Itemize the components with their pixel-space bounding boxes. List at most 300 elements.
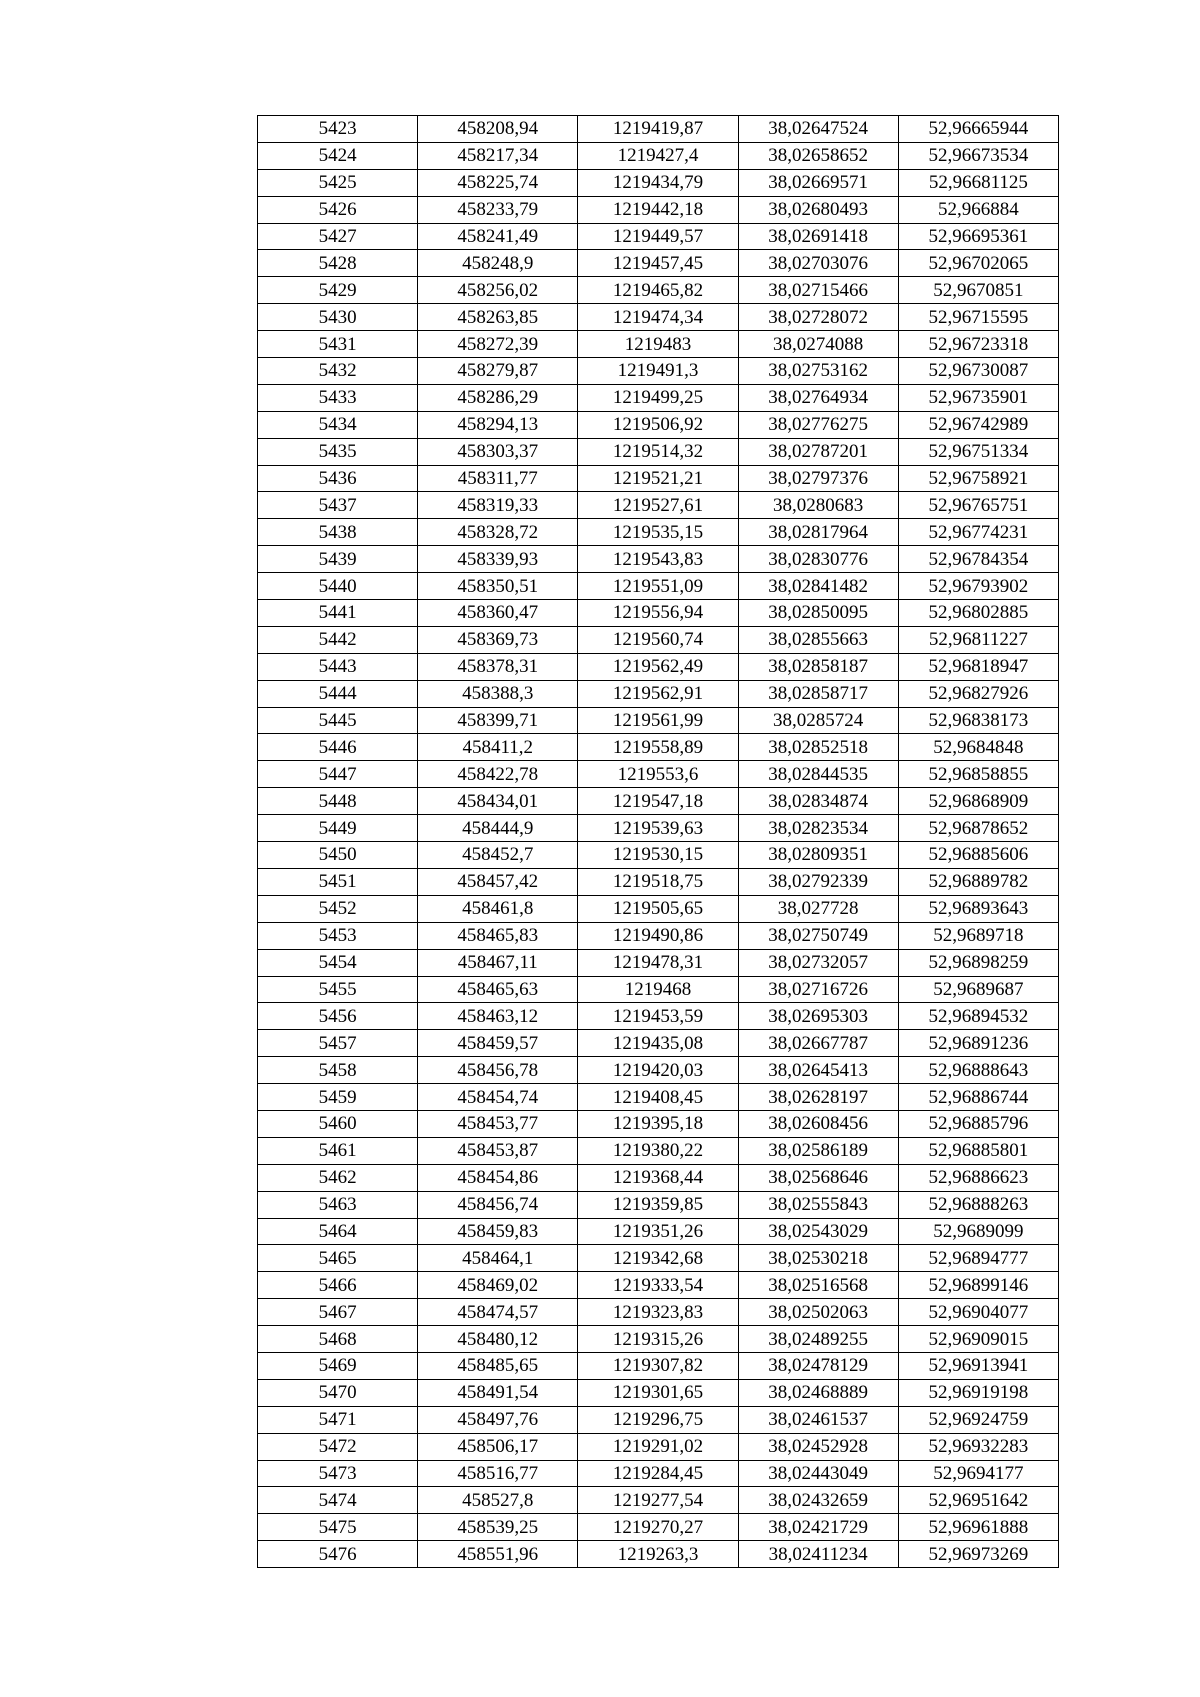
latitude-cell: 52,96681125 [898,169,1058,196]
x-coordinate-cell: 458444,9 [418,815,578,842]
longitude-cell: 38,02732057 [738,949,898,976]
point-number-cell: 5433 [258,384,418,411]
table-row [258,358,1059,385]
latitude-cell: 52,96899146 [898,1272,1058,1299]
y-coordinate-cell: 1219553,6 [578,761,738,788]
longitude-cell: 38,02823534 [738,815,898,842]
x-coordinate-cell: 458551,96 [418,1541,578,1568]
longitude-cell: 38,02691418 [738,223,898,250]
table-row [258,1137,1059,1164]
latitude-cell: 52,96827926 [898,680,1058,707]
y-coordinate-cell: 1219307,82 [578,1352,738,1379]
latitude-cell: 52,96886744 [898,1084,1058,1111]
y-coordinate-cell: 1219556,94 [578,600,738,627]
longitude-cell: 38,02647524 [738,116,898,143]
point-number-cell: 5451 [258,868,418,895]
table-row [258,1003,1059,1030]
y-coordinate-cell: 1219453,59 [578,1003,738,1030]
x-coordinate-cell: 458217,34 [418,142,578,169]
table-row [258,1299,1059,1326]
latitude-cell: 52,96774231 [898,519,1058,546]
latitude-cell: 52,96742989 [898,411,1058,438]
point-number-cell: 5443 [258,653,418,680]
point-number-cell: 5426 [258,196,418,223]
longitude-cell: 38,02608456 [738,1110,898,1137]
point-number-cell: 5441 [258,600,418,627]
latitude-cell: 52,96673534 [898,142,1058,169]
latitude-cell: 52,96818947 [898,653,1058,680]
latitude-cell: 52,96793902 [898,573,1058,600]
longitude-cell: 38,02502063 [738,1299,898,1326]
x-coordinate-cell: 458516,77 [418,1460,578,1487]
table-row [258,1057,1059,1084]
longitude-cell: 38,02834874 [738,788,898,815]
y-coordinate-cell: 1219351,26 [578,1218,738,1245]
longitude-cell: 38,02555843 [738,1191,898,1218]
table-row [258,1326,1059,1353]
y-coordinate-cell: 1219518,75 [578,868,738,895]
y-coordinate-cell: 1219315,26 [578,1326,738,1353]
x-coordinate-cell: 458474,57 [418,1299,578,1326]
table-row [258,1084,1059,1111]
y-coordinate-cell: 1219284,45 [578,1460,738,1487]
longitude-cell: 38,02586189 [738,1137,898,1164]
latitude-cell: 52,9689718 [898,922,1058,949]
x-coordinate-cell: 458369,73 [418,626,578,653]
point-number-cell: 5472 [258,1433,418,1460]
latitude-cell: 52,96924759 [898,1406,1058,1433]
latitude-cell: 52,96961888 [898,1514,1058,1541]
longitude-cell: 38,02850095 [738,600,898,627]
table-row [258,411,1059,438]
x-coordinate-cell: 458506,17 [418,1433,578,1460]
latitude-cell: 52,96765751 [898,492,1058,519]
latitude-cell: 52,96695361 [898,223,1058,250]
x-coordinate-cell: 458328,72 [418,519,578,546]
table-row [258,1514,1059,1541]
point-number-cell: 5448 [258,788,418,815]
x-coordinate-cell: 458294,13 [418,411,578,438]
y-coordinate-cell: 1219434,79 [578,169,738,196]
latitude-cell: 52,96891236 [898,1030,1058,1057]
x-coordinate-cell: 458480,12 [418,1326,578,1353]
x-coordinate-cell: 458225,74 [418,169,578,196]
table-row [258,250,1059,277]
table-row [258,438,1059,465]
x-coordinate-cell: 458272,39 [418,331,578,358]
latitude-cell: 52,96913941 [898,1352,1058,1379]
point-number-cell: 5453 [258,922,418,949]
longitude-cell: 38,02568646 [738,1164,898,1191]
point-number-cell: 5473 [258,1460,418,1487]
point-number-cell: 5423 [258,116,418,143]
table-row [258,680,1059,707]
longitude-cell: 38,02830776 [738,546,898,573]
x-coordinate-cell: 458339,93 [418,546,578,573]
longitude-cell: 38,02411234 [738,1541,898,1568]
x-coordinate-cell: 458539,25 [418,1514,578,1541]
table-row [258,304,1059,331]
x-coordinate-cell: 458454,74 [418,1084,578,1111]
x-coordinate-cell: 458485,65 [418,1352,578,1379]
y-coordinate-cell: 1219291,02 [578,1433,738,1460]
latitude-cell: 52,9689687 [898,976,1058,1003]
point-number-cell: 5467 [258,1299,418,1326]
x-coordinate-cell: 458279,87 [418,358,578,385]
latitude-cell: 52,96909015 [898,1326,1058,1353]
table-row [258,600,1059,627]
point-number-cell: 5427 [258,223,418,250]
longitude-cell: 38,02461537 [738,1406,898,1433]
y-coordinate-cell: 1219323,83 [578,1299,738,1326]
table-row [258,1433,1059,1460]
x-coordinate-cell: 458459,83 [418,1218,578,1245]
table-row [258,1218,1059,1245]
table-row [258,1406,1059,1433]
x-coordinate-cell: 458467,11 [418,949,578,976]
point-number-cell: 5452 [258,895,418,922]
table-row [258,573,1059,600]
x-coordinate-cell: 458456,78 [418,1057,578,1084]
table-row [258,842,1059,869]
table-row [258,1191,1059,1218]
x-coordinate-cell: 458248,9 [418,250,578,277]
point-number-cell: 5460 [258,1110,418,1137]
point-number-cell: 5430 [258,304,418,331]
latitude-cell: 52,96973269 [898,1541,1058,1568]
longitude-cell: 38,02658652 [738,142,898,169]
point-number-cell: 5429 [258,277,418,304]
longitude-cell: 38,02844535 [738,761,898,788]
y-coordinate-cell: 1219359,85 [578,1191,738,1218]
point-number-cell: 5463 [258,1191,418,1218]
longitude-cell: 38,02764934 [738,384,898,411]
latitude-cell: 52,96838173 [898,707,1058,734]
y-coordinate-cell: 1219505,65 [578,895,738,922]
latitude-cell: 52,9694177 [898,1460,1058,1487]
y-coordinate-cell: 1219427,4 [578,142,738,169]
y-coordinate-cell: 1219499,25 [578,384,738,411]
x-coordinate-cell: 458469,02 [418,1272,578,1299]
longitude-cell: 38,02669571 [738,169,898,196]
x-coordinate-cell: 458286,29 [418,384,578,411]
y-coordinate-cell: 1219562,49 [578,653,738,680]
coordinates-table-body [258,116,1059,1568]
y-coordinate-cell: 1219342,68 [578,1245,738,1272]
latitude-cell: 52,96735901 [898,384,1058,411]
longitude-cell: 38,027728 [738,895,898,922]
x-coordinate-cell: 458256,02 [418,277,578,304]
longitude-cell: 38,02855663 [738,626,898,653]
x-coordinate-cell: 458463,12 [418,1003,578,1030]
table-row [258,519,1059,546]
point-number-cell: 5465 [258,1245,418,1272]
point-number-cell: 5424 [258,142,418,169]
latitude-cell: 52,96893643 [898,895,1058,922]
point-number-cell: 5464 [258,1218,418,1245]
longitude-cell: 38,02489255 [738,1326,898,1353]
point-number-cell: 5436 [258,465,418,492]
longitude-cell: 38,02716726 [738,976,898,1003]
longitude-cell: 38,02809351 [738,842,898,869]
x-coordinate-cell: 458434,01 [418,788,578,815]
x-coordinate-cell: 458319,33 [418,492,578,519]
x-coordinate-cell: 458311,77 [418,465,578,492]
point-number-cell: 5446 [258,734,418,761]
latitude-cell: 52,96723318 [898,331,1058,358]
latitude-cell: 52,96889782 [898,868,1058,895]
latitude-cell: 52,96715595 [898,304,1058,331]
y-coordinate-cell: 1219547,18 [578,788,738,815]
y-coordinate-cell: 1219539,63 [578,815,738,842]
point-number-cell: 5475 [258,1514,418,1541]
point-number-cell: 5439 [258,546,418,573]
latitude-cell: 52,96878652 [898,815,1058,842]
point-number-cell: 5454 [258,949,418,976]
y-coordinate-cell: 1219560,74 [578,626,738,653]
table-row [258,815,1059,842]
table-row [258,653,1059,680]
longitude-cell: 38,02695303 [738,1003,898,1030]
y-coordinate-cell: 1219457,45 [578,250,738,277]
table-row [258,868,1059,895]
y-coordinate-cell: 1219465,82 [578,277,738,304]
latitude-cell: 52,9670851 [898,277,1058,304]
longitude-cell: 38,02858187 [738,653,898,680]
y-coordinate-cell: 1219558,89 [578,734,738,761]
table-row [258,1030,1059,1057]
latitude-cell: 52,96885606 [898,842,1058,869]
longitude-cell: 38,02787201 [738,438,898,465]
table-row [258,546,1059,573]
latitude-cell: 52,96888263 [898,1191,1058,1218]
longitude-cell: 38,02776275 [738,411,898,438]
y-coordinate-cell: 1219521,21 [578,465,738,492]
table-row [258,1460,1059,1487]
table-row [258,277,1059,304]
table-row [258,788,1059,815]
point-number-cell: 5456 [258,1003,418,1030]
longitude-cell: 38,02792339 [738,868,898,895]
point-number-cell: 5470 [258,1379,418,1406]
y-coordinate-cell: 1219527,61 [578,492,738,519]
longitude-cell: 38,02432659 [738,1487,898,1514]
x-coordinate-cell: 458263,85 [418,304,578,331]
latitude-cell: 52,96904077 [898,1299,1058,1326]
table-row [258,384,1059,411]
longitude-cell: 38,02468889 [738,1379,898,1406]
point-number-cell: 5459 [258,1084,418,1111]
latitude-cell: 52,96751334 [898,438,1058,465]
x-coordinate-cell: 458465,83 [418,922,578,949]
point-number-cell: 5444 [258,680,418,707]
y-coordinate-cell: 1219263,3 [578,1541,738,1568]
longitude-cell: 38,02478129 [738,1352,898,1379]
y-coordinate-cell: 1219442,18 [578,196,738,223]
y-coordinate-cell: 1219562,91 [578,680,738,707]
point-number-cell: 5445 [258,707,418,734]
longitude-cell: 38,02852518 [738,734,898,761]
point-number-cell: 5474 [258,1487,418,1514]
latitude-cell: 52,96811227 [898,626,1058,653]
y-coordinate-cell: 1219543,83 [578,546,738,573]
table-row [258,116,1059,143]
latitude-cell: 52,96898259 [898,949,1058,976]
table-row [258,1352,1059,1379]
longitude-cell: 38,02530218 [738,1245,898,1272]
table-row [258,895,1059,922]
latitude-cell: 52,96885796 [898,1110,1058,1137]
point-number-cell: 5455 [258,976,418,1003]
table-row [258,169,1059,196]
point-number-cell: 5437 [258,492,418,519]
x-coordinate-cell: 458360,47 [418,600,578,627]
point-number-cell: 5449 [258,815,418,842]
y-coordinate-cell: 1219491,3 [578,358,738,385]
point-number-cell: 5447 [258,761,418,788]
table-row [258,142,1059,169]
table-row [258,922,1059,949]
x-coordinate-cell: 458464,1 [418,1245,578,1272]
x-coordinate-cell: 458457,42 [418,868,578,895]
longitude-cell: 38,02750749 [738,922,898,949]
point-number-cell: 5442 [258,626,418,653]
latitude-cell: 52,96802885 [898,600,1058,627]
coordinates-table [257,115,1059,1568]
latitude-cell: 52,96894532 [898,1003,1058,1030]
point-number-cell: 5468 [258,1326,418,1353]
latitude-cell: 52,96702065 [898,250,1058,277]
latitude-cell: 52,96894777 [898,1245,1058,1272]
longitude-cell: 38,02753162 [738,358,898,385]
table-row [258,1379,1059,1406]
point-number-cell: 5434 [258,411,418,438]
longitude-cell: 38,02667787 [738,1030,898,1057]
point-number-cell: 5471 [258,1406,418,1433]
x-coordinate-cell: 458453,77 [418,1110,578,1137]
table-row [258,1541,1059,1568]
point-number-cell: 5432 [258,358,418,385]
latitude-cell: 52,96886623 [898,1164,1058,1191]
longitude-cell: 38,02797376 [738,465,898,492]
y-coordinate-cell: 1219490,86 [578,922,738,949]
longitude-cell: 38,02841482 [738,573,898,600]
x-coordinate-cell: 458378,31 [418,653,578,680]
y-coordinate-cell: 1219561,99 [578,707,738,734]
longitude-cell: 38,02817964 [738,519,898,546]
x-coordinate-cell: 458399,71 [418,707,578,734]
y-coordinate-cell: 1219483 [578,331,738,358]
y-coordinate-cell: 1219478,31 [578,949,738,976]
longitude-cell: 38,02680493 [738,196,898,223]
longitude-cell: 38,02858717 [738,680,898,707]
longitude-cell: 38,02543029 [738,1218,898,1245]
x-coordinate-cell: 458350,51 [418,573,578,600]
point-number-cell: 5466 [258,1272,418,1299]
longitude-cell: 38,0285724 [738,707,898,734]
y-coordinate-cell: 1219296,75 [578,1406,738,1433]
x-coordinate-cell: 458388,3 [418,680,578,707]
x-coordinate-cell: 458422,78 [418,761,578,788]
latitude-cell: 52,966884 [898,196,1058,223]
latitude-cell: 52,96858855 [898,761,1058,788]
y-coordinate-cell: 1219535,15 [578,519,738,546]
longitude-cell: 38,02452928 [738,1433,898,1460]
longitude-cell: 38,02715466 [738,277,898,304]
longitude-cell: 38,02421729 [738,1514,898,1541]
x-coordinate-cell: 458303,37 [418,438,578,465]
latitude-cell: 52,96888643 [898,1057,1058,1084]
y-coordinate-cell: 1219474,34 [578,304,738,331]
y-coordinate-cell: 1219277,54 [578,1487,738,1514]
y-coordinate-cell: 1219506,92 [578,411,738,438]
latitude-cell: 52,96868909 [898,788,1058,815]
x-coordinate-cell: 458527,8 [418,1487,578,1514]
y-coordinate-cell: 1219380,22 [578,1137,738,1164]
x-coordinate-cell: 458497,76 [418,1406,578,1433]
longitude-cell: 38,0274088 [738,331,898,358]
longitude-cell: 38,0280683 [738,492,898,519]
x-coordinate-cell: 458456,74 [418,1191,578,1218]
point-number-cell: 5425 [258,169,418,196]
table-row [258,976,1059,1003]
latitude-cell: 52,96932283 [898,1433,1058,1460]
y-coordinate-cell: 1219420,03 [578,1057,738,1084]
point-number-cell: 5462 [258,1164,418,1191]
table-row [258,196,1059,223]
y-coordinate-cell: 1219435,08 [578,1030,738,1057]
latitude-cell: 52,96730087 [898,358,1058,385]
point-number-cell: 5428 [258,250,418,277]
point-number-cell: 5450 [258,842,418,869]
y-coordinate-cell: 1219408,45 [578,1084,738,1111]
x-coordinate-cell: 458453,87 [418,1137,578,1164]
table-row [258,1164,1059,1191]
y-coordinate-cell: 1219419,87 [578,116,738,143]
y-coordinate-cell: 1219301,65 [578,1379,738,1406]
point-number-cell: 5461 [258,1137,418,1164]
x-coordinate-cell: 458241,49 [418,223,578,250]
point-number-cell: 5476 [258,1541,418,1568]
latitude-cell: 52,96885801 [898,1137,1058,1164]
x-coordinate-cell: 458452,7 [418,842,578,869]
point-number-cell: 5457 [258,1030,418,1057]
x-coordinate-cell: 458233,79 [418,196,578,223]
latitude-cell: 52,96919198 [898,1379,1058,1406]
latitude-cell: 52,96951642 [898,1487,1058,1514]
point-number-cell: 5435 [258,438,418,465]
latitude-cell: 52,9689099 [898,1218,1058,1245]
y-coordinate-cell: 1219514,32 [578,438,738,465]
point-number-cell: 5440 [258,573,418,600]
table-row [258,761,1059,788]
table-row [258,707,1059,734]
x-coordinate-cell: 458411,2 [418,734,578,761]
latitude-cell: 52,96665944 [898,116,1058,143]
table-row [258,1272,1059,1299]
longitude-cell: 38,02728072 [738,304,898,331]
y-coordinate-cell: 1219270,27 [578,1514,738,1541]
table-row [258,626,1059,653]
x-coordinate-cell: 458208,94 [418,116,578,143]
y-coordinate-cell: 1219368,44 [578,1164,738,1191]
table-row [258,1110,1059,1137]
longitude-cell: 38,02703076 [738,250,898,277]
table-row [258,1487,1059,1514]
point-number-cell: 5469 [258,1352,418,1379]
y-coordinate-cell: 1219449,57 [578,223,738,250]
table-row [258,223,1059,250]
